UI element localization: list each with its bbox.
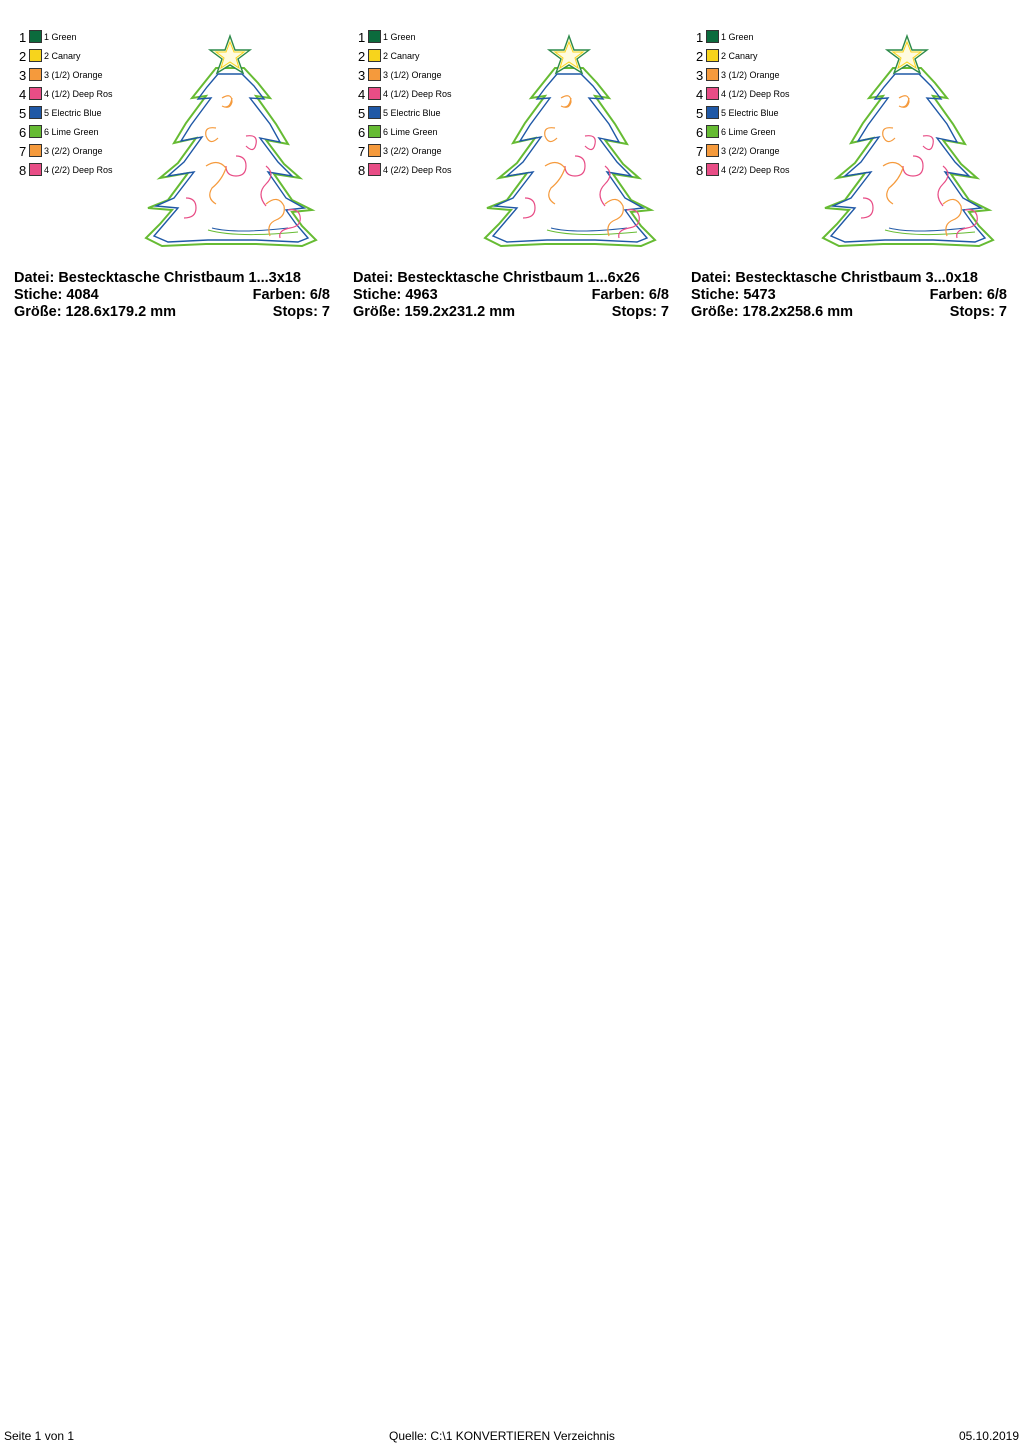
legend-label: 4 (2/2) Deep Ros xyxy=(721,165,790,175)
color-swatch xyxy=(29,30,42,43)
legend-number: 2 xyxy=(696,49,704,64)
legend-label: 2 Canary xyxy=(383,51,420,61)
color-swatch xyxy=(368,144,381,157)
legend-label: 3 (1/2) Orange xyxy=(44,70,103,80)
legend-number: 8 xyxy=(19,163,27,178)
legend-label: 6 Lime Green xyxy=(383,127,438,137)
color-swatch xyxy=(706,87,719,100)
legend-label: 5 Electric Blue xyxy=(44,108,102,118)
stop-count: Stops: 7 xyxy=(272,304,330,320)
legend-label: 4 (2/2) Deep Ros xyxy=(44,165,113,175)
legend-number: 6 xyxy=(358,125,366,140)
legend-number: 2 xyxy=(358,49,366,64)
legend-label: 4 (2/2) Deep Ros xyxy=(383,165,452,175)
legend-label: 2 Canary xyxy=(721,51,758,61)
legend-label: 4 (1/2) Deep Ros xyxy=(44,89,113,99)
legend-number: 4 xyxy=(696,87,704,102)
design-size: Größe: 128.6x179.2 mm xyxy=(14,304,177,320)
legend-label: 3 (1/2) Orange xyxy=(721,70,780,80)
design-info xyxy=(353,270,669,321)
legend-number: 3 xyxy=(696,68,704,83)
color-swatch xyxy=(368,106,381,119)
legend-label: 6 Lime Green xyxy=(721,127,776,137)
color-swatch xyxy=(706,144,719,157)
print-date: 05.10.2019 xyxy=(958,1429,1019,1443)
christmas-tree-preview xyxy=(793,28,1009,264)
color-swatch xyxy=(29,68,42,81)
color-swatch xyxy=(29,106,42,119)
design-size: Größe: 159.2x231.2 mm xyxy=(353,304,516,320)
color-swatch xyxy=(706,163,719,176)
legend-label: 4 (1/2) Deep Ros xyxy=(383,89,452,99)
color-swatch xyxy=(368,87,381,100)
stop-count: Stops: 7 xyxy=(611,304,669,320)
color-swatch xyxy=(706,30,719,43)
stitch-count: Stiche: 5473 xyxy=(691,287,776,303)
stop-count: Stops: 7 xyxy=(949,304,1007,320)
color-swatch xyxy=(368,163,381,176)
design-card-1 xyxy=(14,28,344,328)
design-info xyxy=(691,270,1007,321)
file-name: Datei: Bestecktasche Christbaum 1...6x26 xyxy=(353,270,640,286)
christmas-tree-preview xyxy=(116,28,332,264)
christmas-tree-preview xyxy=(455,28,671,264)
page-number: Seite 1 von 1 xyxy=(4,1429,75,1443)
color-count: Farben: 6/8 xyxy=(929,287,1007,303)
color-swatch xyxy=(29,144,42,157)
legend-label: 1 Green xyxy=(721,32,754,42)
legend-label: 3 (2/2) Orange xyxy=(383,146,442,156)
design-card-3 xyxy=(691,28,1021,328)
color-swatch xyxy=(29,49,42,62)
color-swatch xyxy=(368,125,381,138)
color-swatch xyxy=(29,125,42,138)
color-swatch xyxy=(29,163,42,176)
legend-number: 1 xyxy=(696,30,704,45)
color-swatch xyxy=(368,68,381,81)
legend-number: 6 xyxy=(19,125,27,140)
legend-number: 8 xyxy=(696,163,704,178)
legend-number: 1 xyxy=(19,30,27,45)
legend-label: 3 (2/2) Orange xyxy=(44,146,103,156)
color-swatch xyxy=(29,87,42,100)
legend-label: 2 Canary xyxy=(44,51,81,61)
legend-label: 3 (2/2) Orange xyxy=(721,146,780,156)
legend-number: 7 xyxy=(19,144,27,159)
color-count: Farben: 6/8 xyxy=(591,287,669,303)
legend-number: 3 xyxy=(358,68,366,83)
legend-number: 7 xyxy=(696,144,704,159)
stitch-count: Stiche: 4963 xyxy=(353,287,438,303)
legend-number: 1 xyxy=(358,30,366,45)
legend-number: 2 xyxy=(19,49,27,64)
legend-number: 3 xyxy=(19,68,27,83)
legend-number: 8 xyxy=(358,163,366,178)
color-count: Farben: 6/8 xyxy=(252,287,330,303)
legend-label: 5 Electric Blue xyxy=(721,108,779,118)
legend-number: 7 xyxy=(358,144,366,159)
design-card-2 xyxy=(353,28,683,328)
legend-number: 6 xyxy=(696,125,704,140)
color-swatch xyxy=(706,68,719,81)
color-swatch xyxy=(368,49,381,62)
legend-label: 1 Green xyxy=(383,32,416,42)
stitch-count: Stiche: 4084 xyxy=(14,287,99,303)
color-swatch xyxy=(706,125,719,138)
color-swatch xyxy=(706,106,719,119)
legend-number: 5 xyxy=(19,106,27,121)
color-swatch xyxy=(368,30,381,43)
source-path: Quelle: C:\1 KONVERTIEREN Verzeichnis xyxy=(389,1429,615,1443)
design-info xyxy=(14,270,330,321)
legend-label: 3 (1/2) Orange xyxy=(383,70,442,80)
legend-number: 4 xyxy=(358,87,366,102)
file-name: Datei: Bestecktasche Christbaum 3...0x18 xyxy=(691,270,978,286)
legend-label: 4 (1/2) Deep Ros xyxy=(721,89,790,99)
file-name: Datei: Bestecktasche Christbaum 1...3x18 xyxy=(14,270,301,286)
legend-number: 5 xyxy=(696,106,704,121)
design-size: Größe: 178.2x258.6 mm xyxy=(691,304,854,320)
legend-number: 5 xyxy=(358,106,366,121)
legend-number: 4 xyxy=(19,87,27,102)
legend-label: 5 Electric Blue xyxy=(383,108,441,118)
legend-label: 1 Green xyxy=(44,32,77,42)
color-swatch xyxy=(706,49,719,62)
legend-label: 6 Lime Green xyxy=(44,127,99,137)
